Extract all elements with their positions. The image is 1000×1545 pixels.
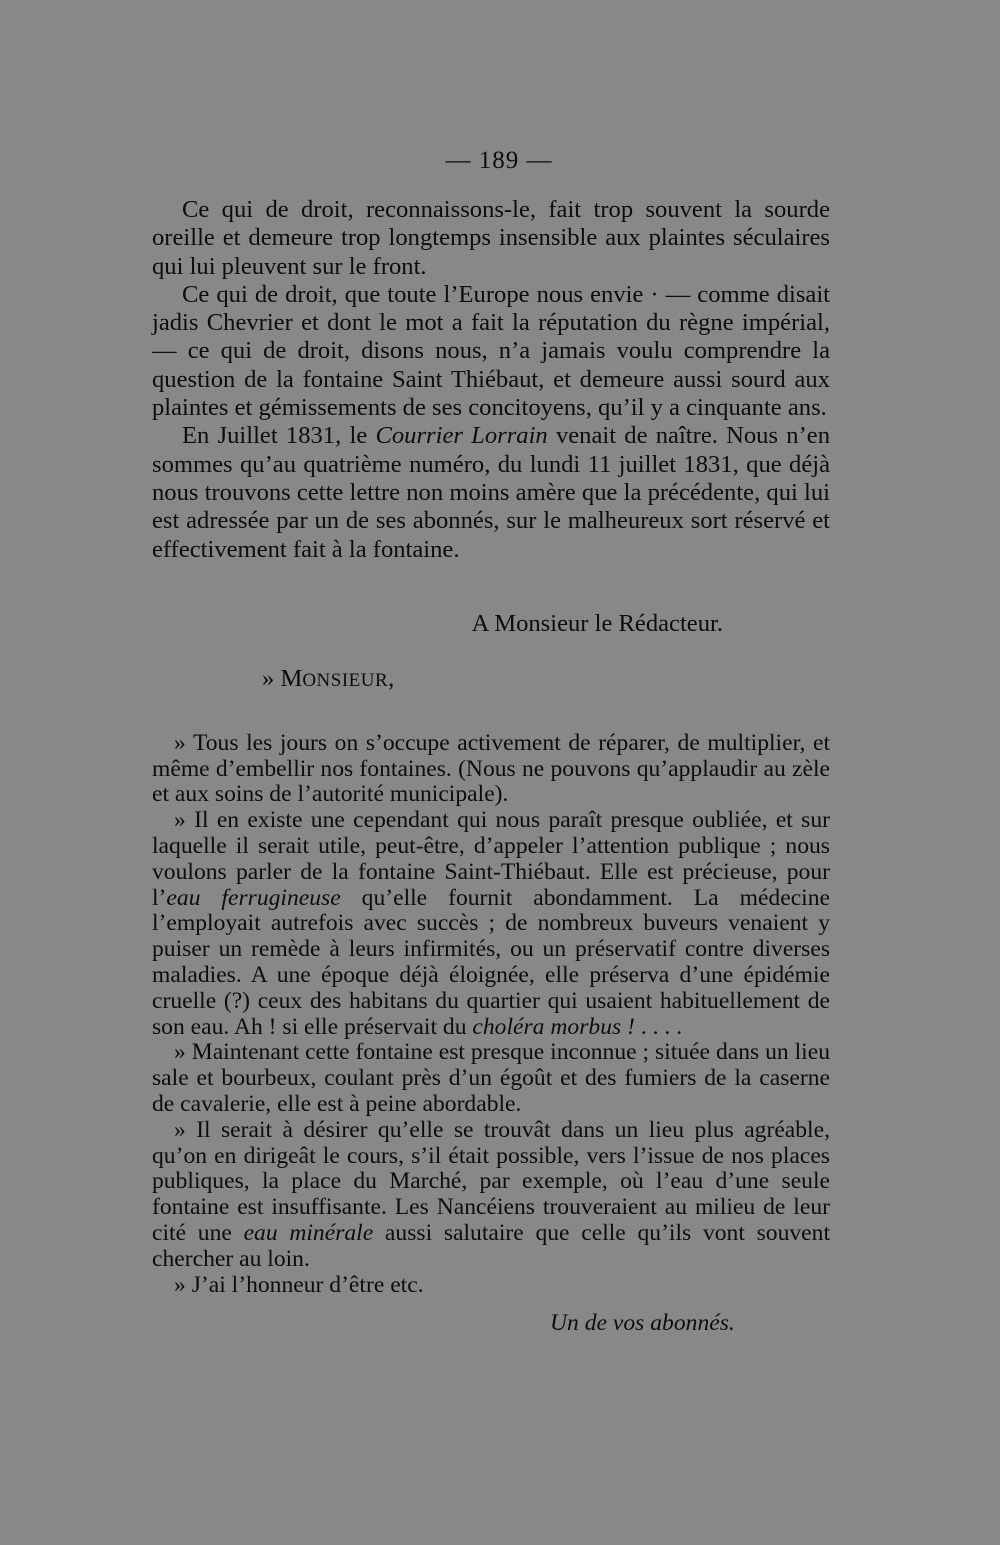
paragraph-text: aussi salutaire que celle qu’ils vont souvent chercher au loin. xyxy=(152,1220,830,1272)
paragraph xyxy=(152,422,830,563)
italic-phrase: eau minérale xyxy=(243,1220,374,1246)
letter-paragraph xyxy=(152,731,830,808)
document-page xyxy=(152,142,830,1336)
paragraph-text: » Tous les jours on s’occupe activement de réparer, de multiplier, et même d’embellir nos fontaines. (Nous ne pouvons qu’applaudir au zèle et aux soins de l’autorité municipale). xyxy=(152,729,830,808)
letter-paragraph xyxy=(152,1273,830,1299)
letter-signature: Un de vos abonnés. xyxy=(550,1310,735,1337)
salutation-prefix: » xyxy=(262,664,281,692)
newspaper-title: Courrier Lorrain xyxy=(375,422,548,450)
salutation-smallcaps: ONSIEUR xyxy=(302,669,389,691)
paragraph xyxy=(152,196,830,281)
paragraph-text: venait de naître. Nous n’en sommes qu’au quatrième numéro, du lundi 11 juillet 1831, que déjà nous trouvons cette lettre non moins amère que la précédente, qui lui est adressée par un de ses abonnés, sur le malheureux sort réservé et effectivement fait à la fontaine. xyxy=(152,422,830,563)
paragraph-text: » Maintenant cette fontaine est presque inconnue ; située dans un lieu sale et bourbeux, coulant près d’un égoût et des fumiers de la caserne de cavalerie, elle est à peine abordable. xyxy=(152,1039,830,1118)
paragraph xyxy=(152,281,830,422)
paragraph-text: Ce qui de droit, que toute l’Europe nous envie · — comme disait jadis Chevrier et dont le mot a fait la réputation du règne impérial, — ce qui de droit, disons nous, n’a jamais voulu comprendre la question de la fontaine Saint Thiébaut, et demeure aussi sourd aux plaintes et gémissements de ses concitoyens, qu’il y a cinquante ans. xyxy=(152,280,830,422)
letter-body xyxy=(152,731,830,1299)
ellipsis: . . . . xyxy=(634,1013,683,1040)
paragraph-text: En Juillet 1831, le xyxy=(182,422,376,450)
paragraph-text: qu’elle fournit abondamment. La médecine l’employait autrefois avec succès ; de nombreux buveurs venaient y puiser un remède à leurs infirmités, ou un préservatif contre diverses maladies. A une époque déjà éloignée, elle préserva d’une épidémie cruelle (?) ceux des habitans du quartier qui usaient habituellement de son eau. Ah ! si elle préservait du xyxy=(152,884,830,1040)
italic-phrase: choléra morbus ! xyxy=(472,1013,635,1040)
letter-address: A Monsieur le Rédacteur. xyxy=(471,609,723,637)
intro-text xyxy=(152,196,830,564)
italic-phrase: eau ferrugineuse xyxy=(166,884,341,911)
salutation-suffix: , xyxy=(388,664,395,692)
letter-salutation xyxy=(262,665,830,695)
letter-paragraph xyxy=(152,1040,830,1117)
letter-paragraph xyxy=(152,1118,830,1273)
letter-paragraph xyxy=(152,808,830,1040)
paragraph-text: » J’ai l’honneur d’être etc. xyxy=(174,1271,424,1298)
salutation-initial: M xyxy=(280,664,303,692)
paragraph-text: » Il en existe une cependant qui nous paraît presque oubliée, et sur laquelle il serait utile, peut-être, d’appeler l’attention publique ; nous voulons parler de la fontaine Saint-Thiébaut. Elle est précieuse, pour l’ xyxy=(152,807,830,911)
page-number: — 189 — xyxy=(445,147,553,174)
paragraph-text: Ce qui de droit, reconnaissons-le, fait trop souvent la sourde oreille et demeure trop longtemps insensible aux plaintes séculaires qui lui pleuvent sur le front. xyxy=(152,196,830,280)
paragraph-text: » Il serait à désirer qu’elle se trouvât dans un lieu plus agréable, qu’on en dirigeât le cours, s’il était possible, vers l’issue de nos places publiques, la place du Marché, par exemple, où l’eau d’une seule fontaine est insuffisante. Les Nancéiens trouveraient au milieu de leur cité une xyxy=(152,1116,830,1246)
